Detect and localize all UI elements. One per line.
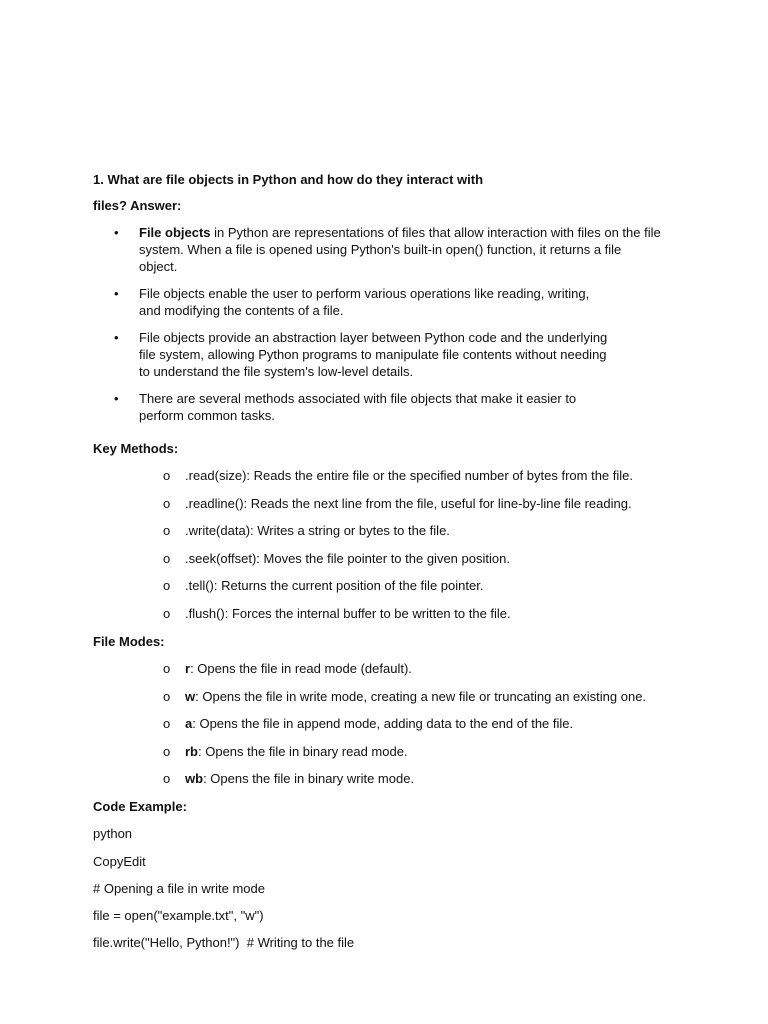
mode-text: : Opens the file in write mode, creating a new file or truncating an existing one. <box>195 688 647 704</box>
sub-bullet-glyph: o <box>163 550 171 566</box>
method-text: .seek(offset): Moves the file pointer to the given position. <box>185 550 510 566</box>
code-language-label: python <box>93 826 133 841</box>
file-modes-heading: File Modes: <box>93 634 165 649</box>
bullet-text: There are several methods associated with file objects that make it easier to perform common tasks. <box>139 391 577 423</box>
mode-text: : Opens the file in append mode, adding data to the end of the file. <box>192 716 574 732</box>
list-item <box>163 715 723 743</box>
mode-text: : Opens the file in binary read mode. <box>198 743 408 759</box>
list-item <box>163 577 723 605</box>
list-item <box>93 285 693 319</box>
list-item <box>163 660 723 688</box>
sub-bullet-glyph: o <box>163 578 171 594</box>
list-item <box>93 224 693 275</box>
sub-bullet-glyph: o <box>163 605 171 621</box>
method-text: .read(size): Reads the entire file or the specified number of bytes from the file. <box>185 468 633 483</box>
mode-text: : Opens the file in read mode (default). <box>190 661 412 676</box>
question-line-2: files? Answer: <box>93 198 182 213</box>
code-line: file = open("example.txt", "w") <box>93 908 264 923</box>
sub-bullet-glyph: o <box>163 716 171 732</box>
key-methods-list <box>163 467 723 633</box>
code-line: # Opening a file in write mode <box>93 881 265 896</box>
copy-edit-label: CopyEdit <box>93 854 146 869</box>
list-item <box>163 688 723 716</box>
list-item <box>93 329 693 380</box>
list-item <box>163 522 723 550</box>
mode-code: w <box>185 688 196 704</box>
sub-bullet-glyph: o <box>163 523 171 539</box>
sub-bullet-glyph: o <box>163 743 171 759</box>
sub-bullet-glyph: o <box>163 771 171 787</box>
bullet-text: File objects provide an abstraction layer between Python code and the underlying file system, allowing Python programs to manipulate file contents without needing to understand the file system's low-level details. <box>139 330 608 379</box>
code-example-heading: Code Example: <box>93 799 187 814</box>
list-item <box>163 770 723 798</box>
mode-code: a <box>185 716 193 732</box>
list-item <box>163 550 723 578</box>
list-item <box>93 390 693 424</box>
answer-bullet-list <box>93 224 693 434</box>
sub-bullet-glyph: o <box>163 468 171 483</box>
mode-text: : Opens the file in binary write mode. <box>203 771 415 787</box>
bullet-text: File objects enable the user to perform various operations like reading, writing, and modifying the contents of a file. <box>139 286 590 318</box>
method-text: .write(data): Writes a string or bytes to the file. <box>185 523 450 539</box>
mode-code: r <box>185 661 191 676</box>
bullet-glyph: • <box>114 225 119 240</box>
list-item <box>163 467 723 495</box>
list-item <box>163 743 723 771</box>
list-item <box>163 605 723 633</box>
mode-code: wb <box>185 771 204 787</box>
sub-bullet-glyph: o <box>163 495 171 511</box>
bullet-bold: File objects <box>139 225 211 240</box>
method-text: .flush(): Forces the internal buffer to be written to the file. <box>185 605 511 621</box>
list-item <box>163 495 723 523</box>
bullet-glyph: • <box>114 330 119 345</box>
sub-bullet-glyph: o <box>163 688 171 704</box>
key-methods-heading: Key Methods: <box>93 441 179 456</box>
file-modes-list <box>163 660 723 798</box>
method-text: .readline(): Reads the next line from the file, useful for line-by-line file reading. <box>185 495 632 511</box>
method-text: .tell(): Returns the current position of the file pointer. <box>185 578 484 594</box>
question-line-1: 1. What are file objects in Python and how do they interact with <box>93 172 484 187</box>
sub-bullet-glyph: o <box>163 661 171 676</box>
bullet-glyph: • <box>114 391 119 406</box>
mode-code: rb <box>185 743 198 759</box>
bullet-glyph: • <box>114 286 119 301</box>
bullet-text: in Python are representations of files that allow interaction with files on the file system. When a file is opened using Python's built-in open() function, it returns a file object. <box>139 225 661 274</box>
code-line: file.write("Hello, Python!") # Writing to the file <box>93 935 355 950</box>
